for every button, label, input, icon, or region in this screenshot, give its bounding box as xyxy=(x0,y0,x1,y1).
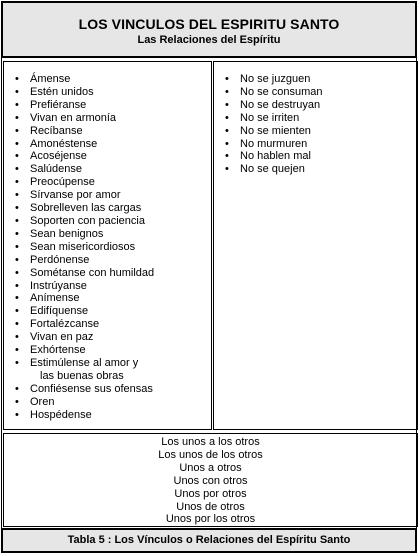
list-item-text: Sírvanse por amor xyxy=(30,189,121,202)
list-item xyxy=(4,86,211,99)
list-item-text: Estén unidos xyxy=(30,85,94,98)
bullet-icon: • xyxy=(15,344,19,357)
list-item xyxy=(4,150,211,163)
bullet-icon: • xyxy=(15,150,19,163)
list-item-text: Sean misericordiosos xyxy=(30,240,136,253)
list-item-text: Acoséjense xyxy=(30,150,87,163)
list-item xyxy=(4,112,211,125)
list-item xyxy=(4,396,211,409)
list-item xyxy=(4,318,211,331)
bullet-icon: • xyxy=(15,202,19,215)
bottom-line: Los unos de los otros xyxy=(158,448,263,461)
bullet-icon: • xyxy=(15,266,19,279)
bullet-icon: • xyxy=(15,318,19,331)
bottom-line: Los unos a los otros xyxy=(161,436,260,448)
list-item xyxy=(214,86,417,99)
list-item xyxy=(4,215,211,228)
list-item-text: Vivan en armonía xyxy=(30,111,117,124)
bullet-icon: • xyxy=(15,395,19,408)
list-item-text: Hospédense xyxy=(30,408,92,421)
bullet-icon: • xyxy=(225,150,229,163)
right-list-cell xyxy=(213,61,418,430)
list-item xyxy=(4,189,211,202)
list-item-text: Sométanse con humildad xyxy=(30,266,155,279)
list-item xyxy=(214,138,417,151)
table-subtitle: Las Relaciones del Espíritu xyxy=(137,34,281,46)
list-item-text: Exhórtense xyxy=(30,344,86,357)
list-item-text: Salúdense xyxy=(30,163,82,176)
list-item xyxy=(4,331,211,344)
list-item-text: No se destruyan xyxy=(240,98,321,111)
list-item xyxy=(4,305,211,318)
list-item xyxy=(214,163,417,176)
bottom-line: Unos de otros xyxy=(176,500,245,513)
list-item xyxy=(4,267,211,280)
bullet-icon: • xyxy=(15,163,19,176)
list-item xyxy=(214,125,417,138)
list-item-text: Estimúlense al amor y xyxy=(30,356,139,369)
list-item-text: Amonéstense xyxy=(30,137,98,150)
list-item-text: No hablen mal xyxy=(240,150,311,163)
list-item-text: Edifíquense xyxy=(30,305,89,318)
bullet-icon: • xyxy=(225,73,229,85)
bullet-icon: • xyxy=(15,279,19,292)
bullet-icon: • xyxy=(15,73,19,85)
list-item xyxy=(4,99,211,112)
bullet-icon: • xyxy=(225,98,229,111)
list-item-text: Perdónense xyxy=(30,253,90,266)
bullet-icon: • xyxy=(15,85,19,98)
list-item xyxy=(4,357,211,383)
list-item xyxy=(214,112,417,125)
bullet-icon: • xyxy=(15,292,19,305)
list-item xyxy=(214,150,417,163)
list-item xyxy=(4,292,211,305)
list-item-text: Sobrelleven las cargas xyxy=(30,202,142,215)
list-item-text: No murmuren xyxy=(240,137,308,150)
bullet-icon: • xyxy=(15,98,19,111)
bullet-icon: • xyxy=(15,331,19,344)
bullet-icon: • xyxy=(15,137,19,150)
left-list-cell xyxy=(3,61,212,430)
list-item xyxy=(4,383,211,396)
list-item-text-continuation: las buenas obras xyxy=(40,369,124,382)
list-item xyxy=(214,73,417,86)
list-item-text: Anímense xyxy=(30,292,80,305)
bullet-icon: • xyxy=(15,176,19,189)
list-item xyxy=(4,409,211,422)
bottom-line: Unos con otros xyxy=(173,474,248,487)
bottom-line: Unos por otros xyxy=(174,487,247,500)
list-item-text: Soporten con paciencia xyxy=(30,214,145,227)
bullet-icon: • xyxy=(15,227,19,240)
bottom-line: Unos por los otros xyxy=(165,513,256,526)
list-item-text: Preocúpense xyxy=(30,176,95,189)
list-item-text: No se mienten xyxy=(240,124,311,137)
list-item-text: No se juzguen xyxy=(240,73,311,85)
bullet-icon: • xyxy=(15,408,19,421)
list-item-text: Instrúyanse xyxy=(30,279,87,292)
table-header xyxy=(1,1,417,58)
list-item-text: Prefiéranse xyxy=(30,98,87,111)
list-item xyxy=(4,344,211,357)
list-item-text: No se consuman xyxy=(240,85,323,98)
bullet-icon: • xyxy=(15,356,19,369)
list-item-text: Recíbanse xyxy=(30,124,83,137)
table-title: LOS VINCULOS DEL ESPIRITU SANTO xyxy=(78,16,340,32)
list-item xyxy=(214,99,417,112)
list-item-text: Ámense xyxy=(30,73,71,85)
bottom-line: Unos a otros xyxy=(179,461,242,474)
list-item xyxy=(4,138,211,151)
list-item-text: Oren xyxy=(30,395,55,408)
bullet-icon: • xyxy=(225,111,229,124)
list-item xyxy=(4,202,211,215)
list-item-text: Vivan en paz xyxy=(30,331,94,344)
list-item xyxy=(4,125,211,138)
bullet-icon: • xyxy=(15,111,19,124)
list-item xyxy=(4,241,211,254)
list-item-text: No se irriten xyxy=(240,111,300,124)
bullet-icon: • xyxy=(15,124,19,137)
bullet-icon: • xyxy=(15,214,19,227)
bullet-icon: • xyxy=(15,240,19,253)
right-bullet-list xyxy=(214,62,417,176)
table-caption: Tabla 5 : Los Vínculos o Relaciones del Espíritu Santo xyxy=(1,528,417,553)
bottom-lines-cell xyxy=(3,433,418,527)
list-item-text: Confiésense sus ofensas xyxy=(30,382,153,395)
bullet-icon: • xyxy=(15,305,19,318)
list-item xyxy=(4,176,211,189)
list-item-text: Sean benignos xyxy=(30,227,104,240)
list-item xyxy=(4,228,211,241)
bullet-icon: • xyxy=(15,253,19,266)
list-item-text: No se quejen xyxy=(240,163,305,176)
bullet-icon: • xyxy=(225,163,229,176)
bullet-icon: • xyxy=(225,124,229,137)
bullet-icon: • xyxy=(15,189,19,202)
list-item xyxy=(4,163,211,176)
bullet-icon: • xyxy=(225,85,229,98)
list-item xyxy=(4,280,211,293)
left-bullet-list xyxy=(4,62,211,421)
bullet-icon: • xyxy=(225,137,229,150)
list-item xyxy=(4,254,211,267)
list-item-text: Fortalézcanse xyxy=(30,318,100,331)
list-item xyxy=(4,73,211,86)
bullet-icon: • xyxy=(15,382,19,395)
